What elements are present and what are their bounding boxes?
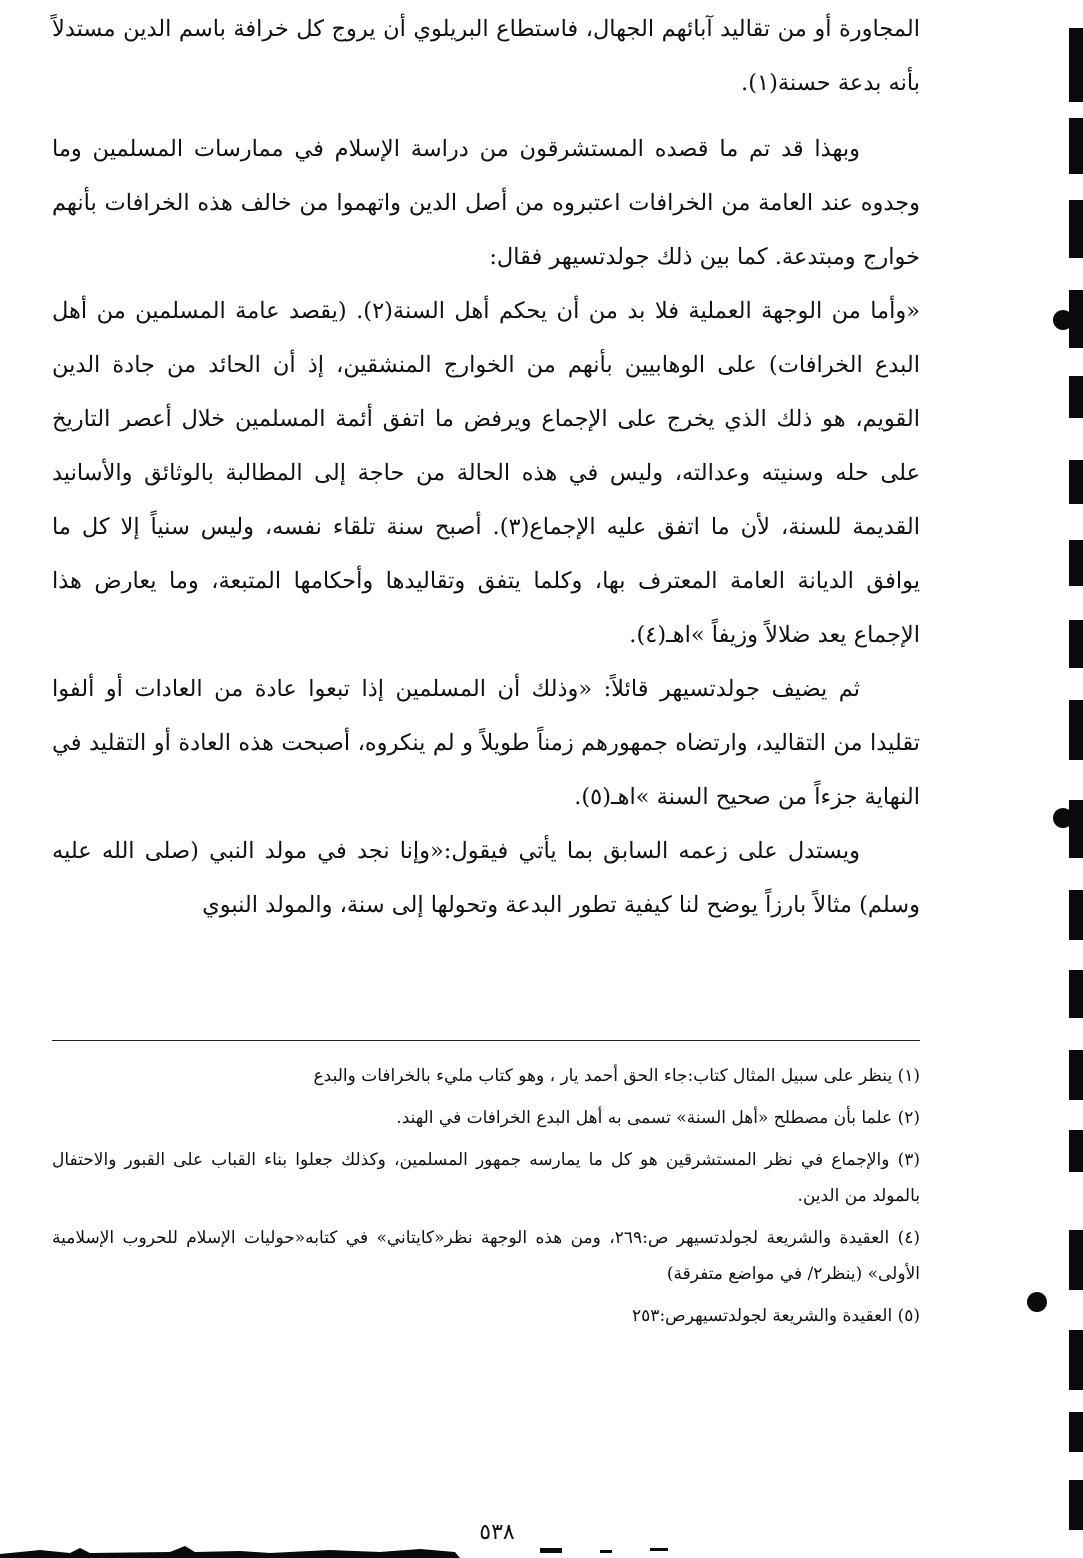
paragraph-5: ويستدل على زعمه السابق بما يأتي فيقول:«وإنا نجد في مولد النبي (صلى الله عليه وسلم) مثالاً بارزاً يوضح لنا كيفية تطور البدعة وتحولها إلى سنة، والمولد النبوي — [52, 838, 920, 918]
edge-mark — [1069, 118, 1083, 174]
edge-dot — [1053, 808, 1073, 828]
edge-mark — [1069, 28, 1083, 102]
edge-mark — [1069, 1330, 1083, 1390]
edge-mark — [1069, 540, 1083, 586]
footnote-3: (٣) والإجماع في نظر المستشرقين هو كل ما يمارسه جمهور المسلمين، وكذلك جعلوا بناء القباب على القبور والاحتفال بالمولد من الدين. — [52, 1150, 920, 1206]
edge-mark — [1069, 970, 1083, 1018]
paragraph-4: ثم يضيف جولدتسيهر قائلاً: «وذلك أن المسلمين إذا تبعوا عادة من العادات أو ألفوا تقليدا من التقاليد، وارتضاه جمهورهم زمناً طويلاً و لم ينكروه، أصبحت هذه العادة أو التقليد في النهاية جزءاً من صحيح السنة »اهـ(٥). — [52, 676, 920, 810]
edge-mark — [1069, 700, 1083, 760]
main-text — [52, 2, 920, 932]
edge-mark — [1069, 376, 1083, 418]
page-number: ٥٣٨ — [479, 1520, 515, 1545]
footnote-4: (٤) العقيدة والشريعة لجولدتسيهر ص:٢٦٩، ومن هذه الوجهة نظر«كايتاني» في كتابه«حوليات الإسلام للحروب الإسلامية الأولى» (ينظر٢/ في مواضع متفرقة) — [52, 1228, 920, 1284]
footnote-2: (٢) علما بأن مصطلح «أهل السنة» تسمى به أهل البدع الخرافات في الهند. — [396, 1108, 920, 1128]
edge-mark — [1069, 620, 1083, 668]
edge-mark — [1069, 890, 1083, 940]
footnote-separator — [52, 1040, 920, 1041]
footnote-1: (١) ينظر على سبيل المثال كتاب:جاء الحق أحمد يار ، وهو كتاب مليء بالخرافات والبدع — [313, 1066, 920, 1086]
edge-mark — [1069, 1480, 1083, 1530]
footnotes — [52, 1058, 920, 1340]
paragraph-3-quote: «وأما من الوجهة العملية فلا بد من أن يحكم أهل السنة(٢). (يقصد عامة المسلمين من أهل البدع الخرافات) على الوهابيين بأنهم من الخوارج المنشقين، إذ أن الحائد من جادة الدين القويم، هو ذلك الذي يخرج على الإجماع ويرفض ما اتفق أئمة المسلمين خلال أعصر التاريخ على حله وسنيته وعدالته، وليس في هذه الحالة من حاجة إلى المطالبة بالوثائق والأسانيد القديمة للسنة، لأن ما اتفق عليه الإجماع(٣). أصبح سنة تلقاء نفسه، وليس سنياً إلا كل ما يوافق الديانة العامة المعترف بها، وكلما يتفق وتقاليدها وأحكامها المتبعة، وما يعارض هذا الإجماع يعد ضلالاً وزيفاً »اهـ(٤). — [52, 298, 920, 648]
edge-mark — [1069, 1230, 1083, 1290]
scan-bottom-noise — [0, 1520, 700, 1558]
scan-edge-marks — [1063, 0, 1083, 1558]
edge-mark — [1069, 1050, 1083, 1100]
paragraph-2: وبهذا قد تم ما قصده المستشرقون من دراسة الإسلام في ممارسات المسلمين وما وجدوه عند العامة من الخرافات اعتبروه من أصل الدين واتهموا من خالف هذه الخرافات بأنهم خوارج ومبتدعة. كما بين ذلك جولدتسيهر فقال: — [52, 136, 920, 270]
paragraph-1: المجاورة أو من تقاليد آبائهم الجهال، فاستطاع البريلوي أن يروج كل خرافة باسم الدين مستدلاً بأنه بدعة حسنة(١). — [52, 16, 920, 96]
edge-mark — [1069, 800, 1083, 858]
edge-mark — [1069, 1412, 1083, 1452]
edge-dot — [1053, 310, 1073, 330]
footnote-5: (٥) العقيدة والشريعة لجولدتسيهرص:٢٥٣ — [632, 1306, 920, 1326]
edge-mark — [1069, 1130, 1083, 1172]
edge-mark — [1069, 460, 1083, 504]
edge-mark — [1069, 200, 1083, 258]
edge-dot — [1027, 1292, 1047, 1312]
